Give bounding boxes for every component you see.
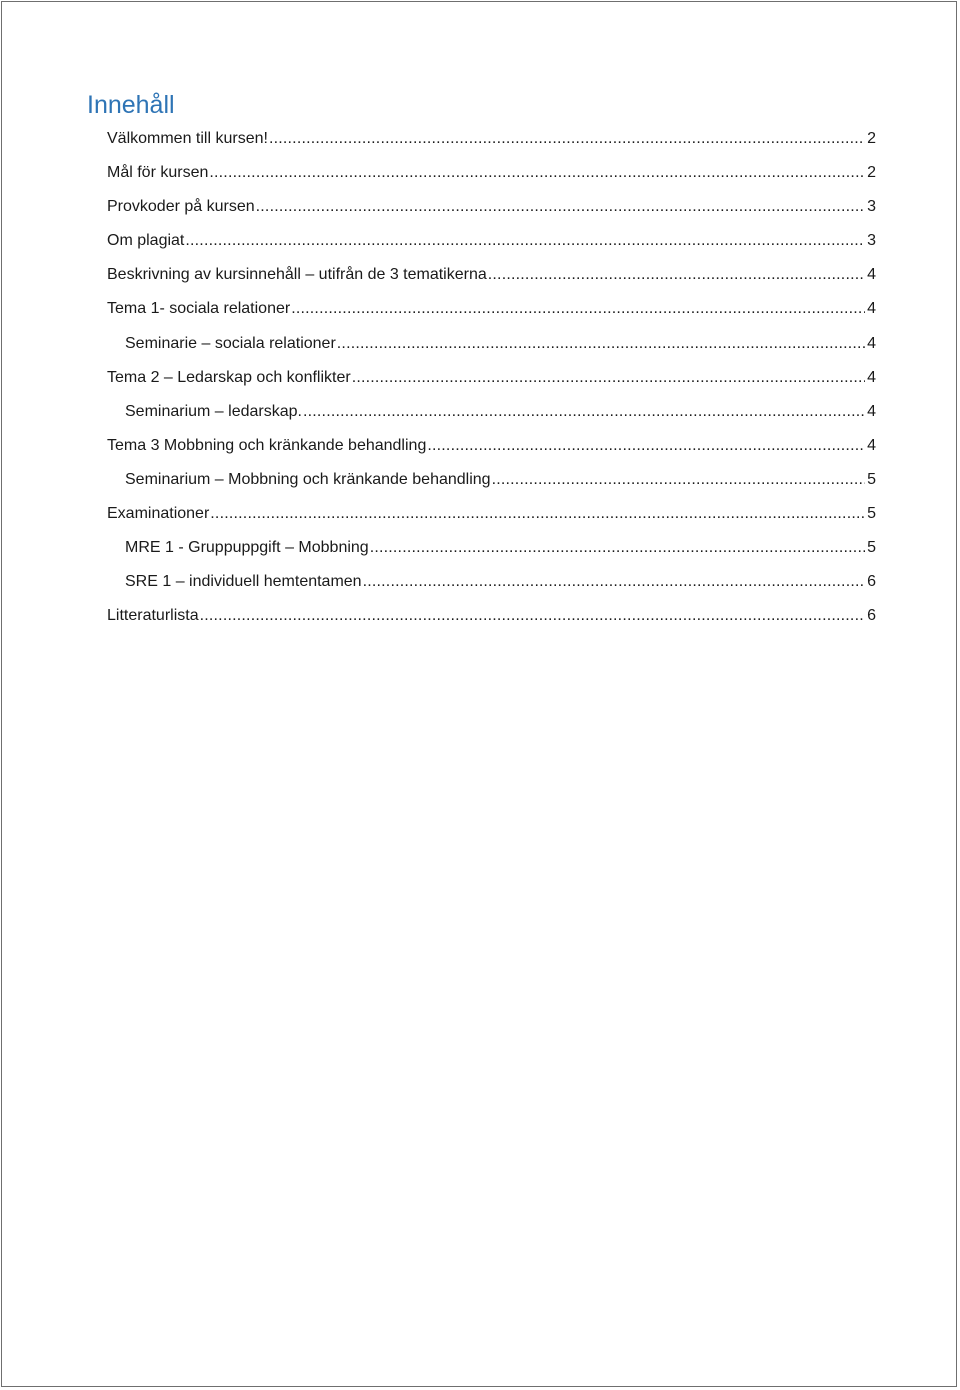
toc-entry-page: 4 <box>867 266 876 284</box>
toc-entry-page: 5 <box>867 470 876 488</box>
toc-entry-title: Litteraturlista <box>107 607 199 625</box>
table-of-contents <box>107 122 876 633</box>
dot-leader <box>337 327 865 361</box>
toc-entry-page: 3 <box>867 198 876 216</box>
toc-entry-title: Tema 1- sociala relationer <box>107 300 291 318</box>
toc-subentry[interactable] <box>107 327 876 361</box>
toc-entry-title: Examinationer <box>107 505 210 523</box>
toc-entry[interactable] <box>107 224 876 258</box>
toc-entry[interactable] <box>107 361 876 395</box>
toc-entry-title: Seminarie – sociala relationer <box>125 334 336 352</box>
toc-entry-page: 4 <box>867 402 876 420</box>
toc-entry-title: Mål för kursen <box>107 164 209 182</box>
toc-entry-page: 2 <box>867 164 876 182</box>
toc-subentry[interactable] <box>107 565 876 599</box>
toc-entry[interactable] <box>107 599 876 633</box>
toc-entry[interactable] <box>107 292 876 326</box>
dot-leader <box>488 258 865 292</box>
toc-entry-title: Beskrivning av kursinnehåll – utifrån de 3 tematikerna <box>107 266 487 284</box>
toc-subentry[interactable] <box>107 395 876 429</box>
toc-entry-page: 2 <box>867 130 876 147</box>
dot-leader <box>363 565 866 599</box>
dot-leader <box>210 497 865 531</box>
toc-heading: Innehåll <box>87 91 175 119</box>
toc-entry-page: 6 <box>867 573 876 591</box>
toc-entry-title: Tema 2 – Ledarskap och konflikter <box>107 368 351 386</box>
dot-leader <box>209 156 865 190</box>
toc-entry[interactable] <box>107 429 876 463</box>
toc-entry[interactable] <box>107 156 876 190</box>
toc-entry-title: MRE 1 - Gruppuppgift – Mobbning <box>125 539 369 557</box>
toc-subentry[interactable] <box>107 531 876 565</box>
dot-leader <box>352 361 865 395</box>
dot-leader <box>492 463 866 497</box>
toc-entry-page: 4 <box>867 300 876 318</box>
dot-leader <box>185 224 865 258</box>
toc-entry-title: SRE 1 – individuell hemtentamen <box>125 573 362 591</box>
toc-entry-page: 4 <box>867 436 876 454</box>
dot-leader <box>427 429 865 463</box>
toc-entry[interactable] <box>107 258 876 292</box>
toc-entry[interactable] <box>107 190 876 224</box>
toc-entry-page: 5 <box>867 539 876 557</box>
toc-entry-title: Tema 3 Mobbning och kränkande behandling <box>107 436 427 454</box>
toc-entry-title: Om plagiat <box>107 232 185 250</box>
dot-leader <box>200 599 866 633</box>
toc-entry-page: 6 <box>867 607 876 625</box>
dot-leader <box>291 292 865 326</box>
toc-entry-page: 3 <box>867 232 876 250</box>
toc-subentry[interactable] <box>107 463 876 497</box>
dot-leader <box>303 395 865 429</box>
toc-entry-title: Seminarium – ledarskap. <box>125 402 302 420</box>
toc-entry-title: Seminarium – Mobbning och kränkande behandling <box>125 470 491 488</box>
toc-entry-title: Provkoder på kursen <box>107 198 255 216</box>
dot-leader <box>269 122 865 156</box>
toc-entry[interactable] <box>107 122 876 156</box>
toc-entry-title: Välkommen till kursen! <box>107 130 268 147</box>
toc-entry-page: 4 <box>867 368 876 386</box>
toc-entry-page: 4 <box>867 334 876 352</box>
toc-entry-page: 5 <box>867 505 876 523</box>
dot-leader <box>370 531 865 565</box>
dot-leader <box>256 190 865 224</box>
document-page <box>1 1 957 1387</box>
toc-entry[interactable] <box>107 497 876 531</box>
